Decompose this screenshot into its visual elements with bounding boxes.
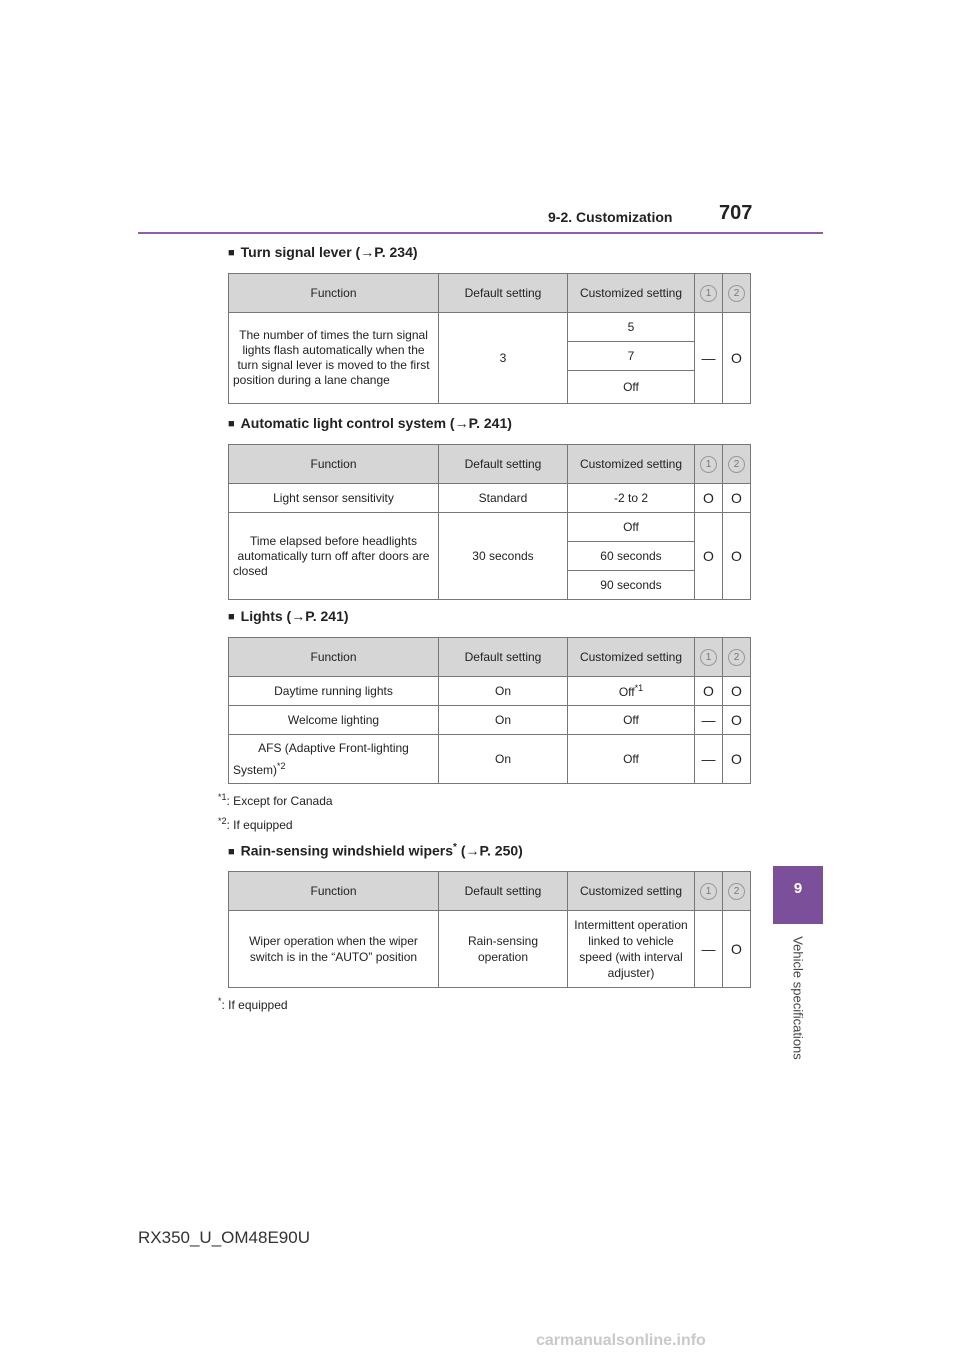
option-cell: 7: [568, 342, 695, 371]
function-cell: The number of times the turn signal lights flash automatically when the turn signal lever is moved to the first position during a lane change: [229, 313, 439, 404]
col-icon-2: [723, 872, 751, 911]
wipers-table: [228, 871, 751, 988]
icon1-cell: —: [695, 313, 723, 404]
auto-light-title: Automatic light control system (→P. 241): [240, 415, 512, 431]
col-function: Function: [229, 872, 439, 911]
turn-signal-heading: [228, 244, 418, 260]
customized-cell: -2 to 2: [568, 484, 695, 513]
function-cell: Welcome lighting: [229, 706, 439, 735]
chapter-tab-label: Vehicle specifications: [790, 936, 806, 1060]
square-bullet-icon: ■: [228, 611, 235, 623]
footnote-text: : If equipped: [221, 998, 288, 1012]
auto-light-heading: [228, 415, 512, 431]
footnote-3: [218, 996, 288, 1012]
col-default: Default setting: [439, 445, 568, 484]
default-cell: On: [439, 706, 568, 735]
footnote-mark: *: [218, 996, 222, 1006]
wipers-title-mark: *: [453, 842, 457, 853]
icon2-cell: O: [723, 513, 751, 600]
turn-signal-title: Turn signal lever (→P. 234): [240, 244, 418, 260]
function-cell: Light sensor sensitivity: [229, 484, 439, 513]
icon2-cell: O: [723, 735, 751, 784]
customized-text: Off: [618, 685, 635, 699]
footnote-ref: *1: [634, 683, 644, 693]
icon2-cell: O: [723, 484, 751, 513]
square-bullet-icon: ■: [228, 418, 235, 430]
footnote-ref: *2: [277, 761, 286, 771]
circled-2-icon: 2: [728, 285, 745, 302]
customized-cell: [568, 677, 695, 706]
header-rule: [138, 232, 823, 234]
chapter-tab-number: 9: [793, 880, 803, 897]
option-cell: Off: [568, 513, 695, 542]
watermark: carmanualsonline.info: [536, 1332, 706, 1349]
icon2-cell: O: [723, 706, 751, 735]
table-row: [229, 911, 751, 988]
circled-1-icon: 1: [700, 285, 717, 302]
circled-1-icon: 1: [700, 649, 717, 666]
table-row: [229, 706, 751, 735]
circled-1-icon: 1: [700, 883, 717, 900]
circled-2-icon: 2: [728, 883, 745, 900]
col-default: Default setting: [439, 638, 568, 677]
option-cell: 90 seconds: [568, 571, 695, 600]
col-customized: Customized setting: [568, 274, 695, 313]
col-function: Function: [229, 445, 439, 484]
option-cell: 5: [568, 313, 695, 342]
footnote-mark: *2: [218, 816, 227, 826]
customized-cell: Off: [568, 735, 695, 784]
table-row: [229, 677, 751, 706]
page-number: 707: [719, 202, 753, 224]
col-icon-1: [695, 274, 723, 313]
icon1-cell: —: [695, 735, 723, 784]
col-function: Function: [229, 638, 439, 677]
lights-heading: [228, 608, 349, 624]
footnote-text: : If equipped: [226, 818, 293, 832]
col-customized: Customized setting: [568, 638, 695, 677]
col-customized: Customized setting: [568, 872, 695, 911]
icon2-cell: O: [723, 911, 751, 988]
icon2-cell: O: [723, 677, 751, 706]
table-row: [229, 735, 751, 784]
square-bullet-icon: ■: [228, 845, 235, 858]
col-icon-2: [723, 638, 751, 677]
lights-title: Lights (→P. 241): [240, 608, 349, 624]
col-icon-2: [723, 445, 751, 484]
wipers-heading: [228, 842, 523, 859]
table-row: [229, 484, 751, 513]
default-cell: Rain-sensing operation: [439, 911, 568, 988]
function-cell: Daytime running lights: [229, 677, 439, 706]
footnote-text: : Except for Canada: [226, 794, 333, 808]
icon2-cell: O: [723, 313, 751, 404]
customized-cell: Off: [568, 706, 695, 735]
default-cell: On: [439, 735, 568, 784]
default-cell: 3: [439, 313, 568, 404]
option-cell: Off: [568, 371, 695, 404]
function-cell: Time elapsed before headlights automatically turn off after doors are closed: [229, 513, 439, 600]
circled-2-icon: 2: [728, 456, 745, 473]
default-cell: 30 seconds: [439, 513, 568, 600]
default-cell: Standard: [439, 484, 568, 513]
function-text: AFS (Adaptive Front-lighting System): [233, 741, 409, 777]
col-default: Default setting: [439, 274, 568, 313]
col-icon-2: [723, 274, 751, 313]
icon1-cell: —: [695, 706, 723, 735]
auto-light-table: [228, 444, 751, 600]
col-function: Function: [229, 274, 439, 313]
icon1-cell: O: [695, 677, 723, 706]
document-code: RX350_U_OM48E90U: [138, 1228, 310, 1247]
footnote-1: [218, 792, 333, 808]
footnote-2: [218, 816, 293, 832]
square-bullet-icon: ■: [228, 247, 235, 259]
col-icon-1: [695, 445, 723, 484]
lights-table: [228, 637, 751, 784]
footnote-mark: *1: [218, 792, 227, 802]
default-cell: On: [439, 677, 568, 706]
customized-cell: Intermittent operation linked to vehicle speed (with interval adjuster): [568, 911, 695, 988]
col-default: Default setting: [439, 872, 568, 911]
icon1-cell: —: [695, 911, 723, 988]
col-icon-1: [695, 872, 723, 911]
icon1-cell: O: [695, 484, 723, 513]
function-cell: Wiper operation when the wiper switch is in the “AUTO” position: [229, 911, 439, 988]
option-cell: 60 seconds: [568, 542, 695, 571]
circled-1-icon: 1: [700, 456, 717, 473]
function-cell: [229, 735, 439, 784]
turn-signal-table: [228, 273, 751, 404]
circled-2-icon: 2: [728, 649, 745, 666]
wipers-title: Rain-sensing windshield wipers: [240, 842, 454, 859]
col-icon-1: [695, 638, 723, 677]
icon1-cell: O: [695, 513, 723, 600]
col-customized: Customized setting: [568, 445, 695, 484]
wipers-title-ref: (→P. 250): [456, 842, 523, 859]
section-header-text: 9-2. Customization: [548, 209, 673, 225]
